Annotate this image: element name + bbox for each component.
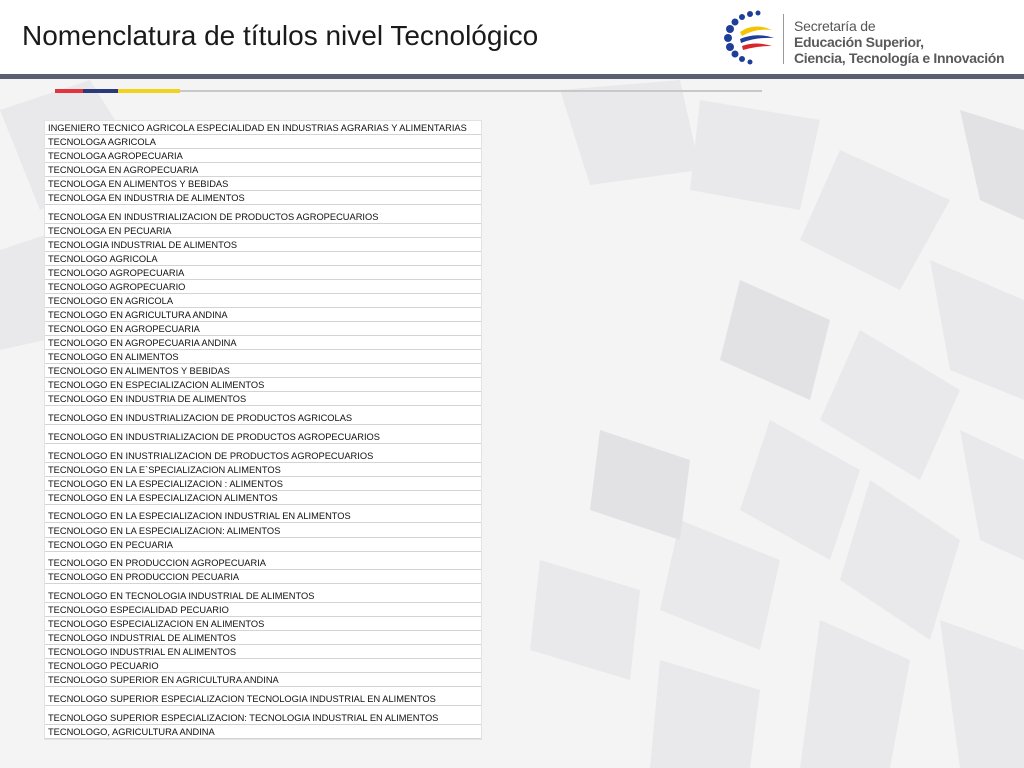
title-row: TECNOLOGO SUPERIOR EN AGRICULTURA ANDINA bbox=[45, 673, 481, 687]
logo-line-2: Educación Superior, bbox=[794, 34, 924, 50]
title-row: TECNOLOGA AGRICOLA bbox=[45, 135, 481, 149]
title-row: TECNOLOGO EN LA E`SPECIALIZACION ALIMENTOS bbox=[45, 463, 481, 477]
logo-text bbox=[794, 18, 1004, 66]
title-row: TECNOLOGO EN LA ESPECIALIZACION: ALIMENTOS bbox=[45, 523, 481, 537]
title-row: TECNOLOGA EN AGROPECUARIA bbox=[45, 163, 481, 177]
title-row: TECNOLOGO SUPERIOR ESPECIALIZACION: TECNOLOGIA INDUSTRIAL EN ALIMENTOS bbox=[45, 706, 481, 725]
title-row: TECNOLOGO INDUSTRIAL DE ALIMENTOS bbox=[45, 631, 481, 645]
title-row: TECNOLOGO EN PRODUCCION PECUARIA bbox=[45, 570, 481, 584]
title-row: TECNOLOGO PECUARIO bbox=[45, 659, 481, 673]
title-row: TECNOLOGO EN ALIMENTOS Y BEBIDAS bbox=[45, 364, 481, 378]
title-row: TECNOLOGO ESPECIALIZACION EN ALIMENTOS bbox=[45, 617, 481, 631]
title-row: TECNOLOGO EN ALIMENTOS bbox=[45, 350, 481, 364]
slide-title: Nomenclatura de títulos nivel Tecnológico bbox=[22, 20, 539, 51]
title-row: TECNOLOGO EN LA ESPECIALIZACION ALIMENTOS bbox=[45, 491, 481, 505]
accent-red bbox=[55, 89, 83, 93]
title-row: TECNOLOGO EN PECUARIA bbox=[45, 538, 481, 552]
title-row: TECNOLOGO AGROPECUARIO bbox=[45, 280, 481, 294]
title-row: TECNOLOGO EN INDUSTRIALIZACION DE PRODUCTOS AGRICOLAS bbox=[45, 406, 481, 425]
slide-header bbox=[0, 0, 1024, 74]
title-row: INGENIERO TECNICO AGRICOLA ESPECIALIDAD EN INDUSTRIAS AGRARIAS Y ALIMENTARIAS bbox=[45, 121, 481, 135]
title-row: TECNOLOGO EN LA ESPECIALIZACION INDUSTRIAL EN ALIMENTOS bbox=[45, 505, 481, 524]
title-row: TECNOLOGO EN PRODUCCION AGROPECUARIA bbox=[45, 552, 481, 571]
title-row: TECNOLOGO INDUSTRIAL EN ALIMENTOS bbox=[45, 645, 481, 659]
logo-divider bbox=[783, 14, 784, 64]
secretaria-logo bbox=[720, 8, 1010, 68]
title-row: TECNOLOGO EN LA ESPECIALIZACION : ALIMENTOS bbox=[45, 477, 481, 491]
title-row: TECNOLOGO EN AGRICULTURA ANDINA bbox=[45, 308, 481, 322]
title-row: TECNOLOGO ESPECIALIDAD PECUARIO bbox=[45, 603, 481, 617]
title-row: TECNOLOGO EN AGRICOLA bbox=[45, 294, 481, 308]
title-row: TECNOLOGO AGROPECUARIA bbox=[45, 266, 481, 280]
logo-line-3: Ciencia, Tecnología e Innovación bbox=[794, 50, 1005, 66]
title-row: TECNOLOGA EN INDUSTRIALIZACION DE PRODUCTOS AGROPECUARIOS bbox=[45, 205, 481, 224]
title-row: TECNOLOGA EN PECUARIA bbox=[45, 224, 481, 238]
title-row: TECNOLOGO EN ESPECIALIZACION ALIMENTOS bbox=[45, 378, 481, 392]
title-row: TECNOLOGO EN TECNOLOGIA INDUSTRIAL DE ALIMENTOS bbox=[45, 584, 481, 603]
title-row: TECNOLOGO AGRICOLA bbox=[45, 252, 481, 266]
title-row: TECNOLOGO EN AGROPECUARIA bbox=[45, 322, 481, 336]
title-row: TECNOLOGA EN INDUSTRIA DE ALIMENTOS bbox=[45, 191, 481, 205]
accent-grey-line bbox=[180, 90, 762, 92]
logo-dots-icon bbox=[720, 8, 776, 66]
title-row: TECNOLOGIA INDUSTRIAL DE ALIMENTOS bbox=[45, 238, 481, 252]
accent-yellow bbox=[118, 89, 180, 93]
title-row: TECNOLOGO EN INDUSTRIA DE ALIMENTOS bbox=[45, 392, 481, 406]
title-row: TECNOLOGO SUPERIOR ESPECIALIZACION TECNOLOGIA INDUSTRIAL EN ALIMENTOS bbox=[45, 687, 481, 706]
title-row: TECNOLOGO EN INUSTRIALIZACION DE PRODUCTOS AGROPECUARIOS bbox=[45, 444, 481, 463]
title-row: TECNOLOGO, AGRICULTURA ANDINA bbox=[45, 725, 481, 739]
title-row: TECNOLOGA EN ALIMENTOS Y BEBIDAS bbox=[45, 177, 481, 191]
header-divider-bar bbox=[0, 74, 1024, 79]
title-row: TECNOLOGO EN AGROPECUARIA ANDINA bbox=[45, 336, 481, 350]
accent-navy bbox=[83, 89, 118, 93]
titles-list bbox=[44, 120, 482, 740]
logo-line-1: Secretaría de bbox=[794, 18, 876, 34]
title-row: TECNOLOGA AGROPECUARIA bbox=[45, 149, 481, 163]
title-row: TECNOLOGO EN INDUSTRIALIZACION DE PRODUCTOS AGROPECUARIOS bbox=[45, 425, 481, 444]
